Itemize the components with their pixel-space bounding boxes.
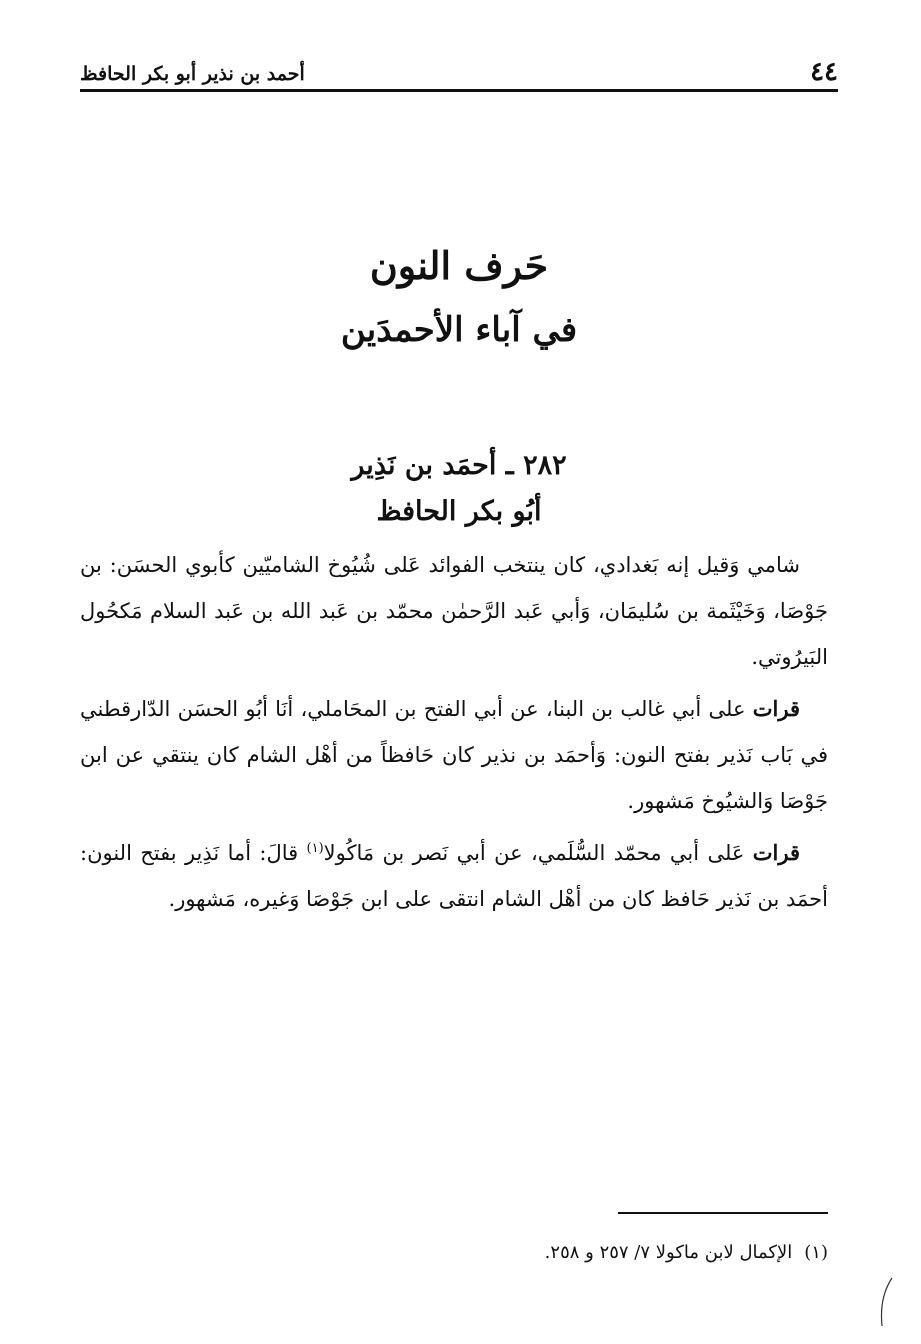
chapter-subtitle: في آباء الأحمدَين: [340, 310, 578, 350]
chapter-title: حَرف النون: [369, 243, 549, 288]
paragraph: [80, 542, 828, 680]
paragraph: [80, 686, 828, 824]
margin-pen-stroke: [876, 1276, 896, 1328]
running-header: [80, 58, 838, 92]
running-title: أحمد بن نذير أبو بكر الحافظ: [80, 63, 305, 85]
footnote: [80, 1236, 828, 1270]
body-text: [80, 542, 828, 928]
entry-heading: ٢٨٢ ـ أحمَد بن نَذِير: [351, 450, 567, 481]
paragraph-lead-word: قرات: [752, 840, 800, 865]
footnote-text: الإكمال لابن ماكولا ٧/ ٢٥٧ و ٢٥٨.: [544, 1242, 793, 1263]
paragraph-text: على أبي غالب بن البنا، عن أبي الفتح بن المحَاملي، أنَا أبُو الحسَن الدّارقطني في بَاب نَذير بفتح النون: وَأحمَد بن نذير كان حَافظاً من أهْل الشام كان ينتقي عن ابن جَوْصَا وَالشيُوخ مَشهور.: [80, 697, 828, 813]
paragraph-text: عَلى أبي محمّد السُّلَمي، عن أبي نَصر بن مَاكُولا: [323, 841, 753, 865]
paragraph-text: شامي وَقيل إنه بَغدادي، كان ينتخب الفوائد عَلى شُيُوخ الشاميّين كأبوي الحسَن: بن جَوْصَا، وَخَيْثَمة بن سُليمَان، وَأبي عَبد الرَّحمٰن محمّد بن عَبد الله بن عَبد السلام مَكحُول البَيرُوتي.: [80, 553, 828, 669]
paragraph-lead-word: قرات: [752, 696, 800, 721]
page-number: ٤٤: [810, 57, 838, 87]
footnote-number: (١): [804, 1242, 828, 1263]
paragraph-text-continued: قالَ: أما نَذِير بفتح النون: أحمَد بن نَذير حَافظ كان من أهْل الشام انتقى على ابن جَوْصَا وَغيره، مَشهور.: [80, 841, 828, 911]
entry-subheading: أبُو بكر الحافظ: [376, 496, 542, 527]
footnote-divider: [618, 1212, 828, 1214]
footnote-reference: (١): [306, 841, 324, 856]
paragraph: [80, 830, 828, 922]
